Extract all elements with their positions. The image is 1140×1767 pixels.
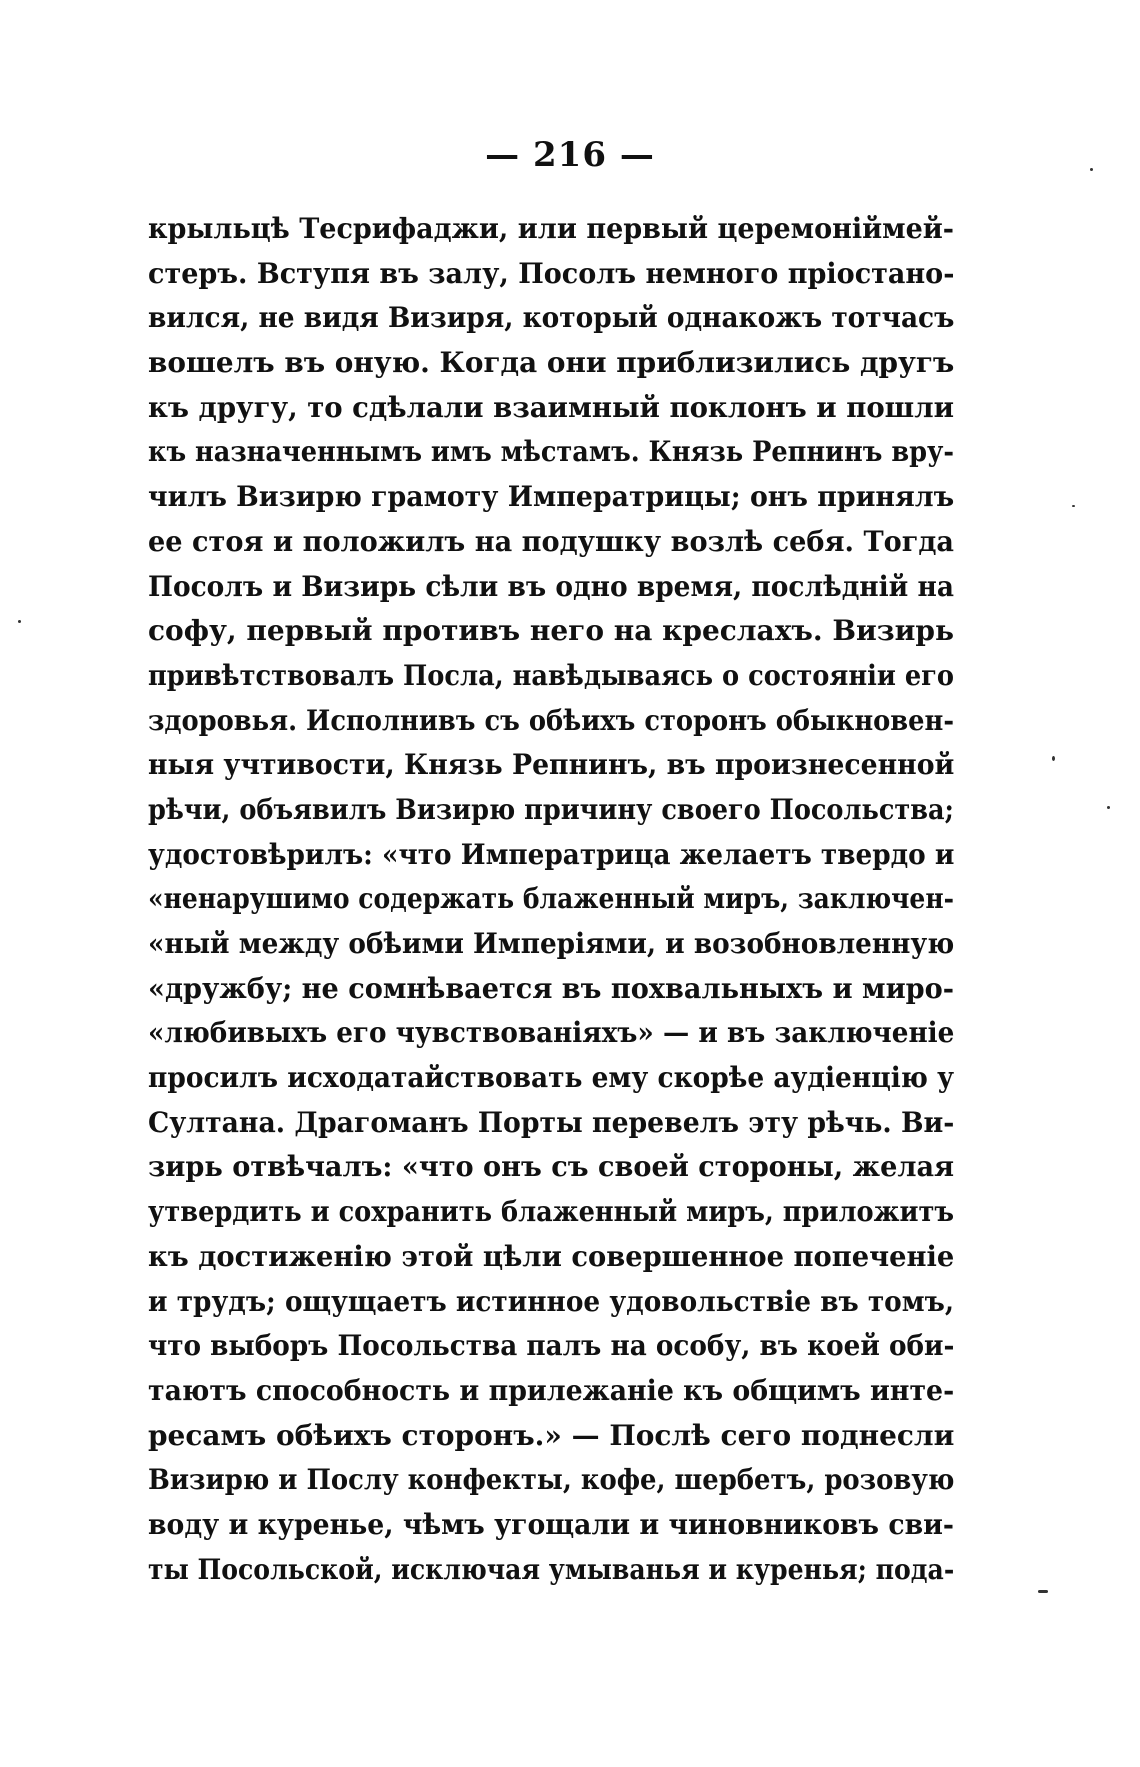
text-line: ныя учтивости, Князь Репнинъ, въ произнесенной bbox=[148, 748, 954, 782]
text-line: къ другу, то сдѣлали взаимный поклонъ и пошли bbox=[148, 390, 954, 424]
scan-speck bbox=[1090, 168, 1093, 171]
text-line: вился, не видя Визиря, который однакожъ тотчасъ bbox=[148, 301, 954, 335]
text-line: софу, первый противъ него на креслахъ. Визирь bbox=[148, 614, 954, 648]
text-line: «любивыхъ его чувствованіяхъ» — и въ заключеніе bbox=[148, 1016, 954, 1050]
text-line: рѣчи, объявилъ Визирю причину своего Посольства; bbox=[148, 792, 954, 826]
text-line: «ненарушимо содержать блаженный миръ, заключен- bbox=[148, 882, 954, 916]
text-line: ты Посольской, исключая умыванья и куренья; пода- bbox=[148, 1552, 954, 1586]
text-line: вошелъ въ оную. Когда они приблизились другъ bbox=[148, 346, 954, 380]
text-line: «ный между обѣими Имперіями, и возобновленную bbox=[148, 927, 954, 960]
scan-speck bbox=[1107, 806, 1110, 809]
text-line: и трудъ; ощущаетъ истинное удовольствіе въ томъ, bbox=[148, 1284, 954, 1318]
scan-speck bbox=[1038, 1590, 1048, 1593]
scan-speck bbox=[1052, 756, 1055, 761]
body-text bbox=[148, 207, 954, 1592]
text-line: крыльцѣ Тесрифаджи, или первый церемоніймей- bbox=[148, 212, 954, 245]
text-line: зирь отвѣчалъ: «что онъ съ своей стороны, желая bbox=[148, 1150, 954, 1184]
text-line: удостовѣрилъ: «что Императрица желаетъ твердо и bbox=[148, 837, 954, 871]
page-number: — 216 — bbox=[485, 135, 655, 175]
text-line: Визирю и Послу конфекты, кофе, шербетъ, розовую bbox=[148, 1463, 954, 1497]
text-line: чилъ Визирю грамоту Императрицы; онъ принялъ bbox=[148, 480, 954, 514]
scan-speck bbox=[1072, 505, 1075, 507]
text-line: Султана. Драгоманъ Порты перевелъ эту рѣчь. Ви- bbox=[148, 1105, 954, 1139]
text-line: «дружбу; не сомнѣвается въ похвальныхъ и миро- bbox=[148, 971, 954, 1005]
text-line: Посолъ и Визирь сѣли въ одно время, послѣдній на bbox=[148, 569, 954, 603]
text-line: къ назначеннымъ имъ мѣстамъ. Князь Репнинъ вру- bbox=[148, 435, 954, 469]
text-line: здоровья. Исполнивъ съ обѣихъ сторонъ обыкновен- bbox=[148, 703, 954, 737]
scan-speck bbox=[18, 620, 21, 623]
text-line: стеръ. Вступя въ залу, Посолъ немного пріостано- bbox=[148, 256, 954, 290]
text-line: къ достиженію этой цѣли совершенное попеченіе bbox=[148, 1239, 954, 1273]
text-line: привѣтствовалъ Посла, навѣдываясь о состояніи его bbox=[148, 658, 954, 692]
text-line: ресамъ обѣихъ сторонъ.» — Послѣ сего поднесли bbox=[148, 1418, 954, 1452]
text-line: просилъ исходатайствовать ему скорѣе аудіенцію у bbox=[148, 1061, 954, 1095]
text-line: что выборъ Посольства палъ на особу, въ коей оби- bbox=[148, 1329, 954, 1363]
text-line: ее стоя и положилъ на подушку возлѣ себя. Тогда bbox=[148, 524, 954, 558]
text-line: утвердить и сохранить блаженный миръ, приложитъ bbox=[148, 1195, 954, 1229]
text-line: таютъ способность и прилежаніе къ общимъ инте- bbox=[148, 1373, 954, 1407]
text-line: воду и куренье, чѣмъ угощали и чиновниковъ сви- bbox=[148, 1507, 954, 1541]
